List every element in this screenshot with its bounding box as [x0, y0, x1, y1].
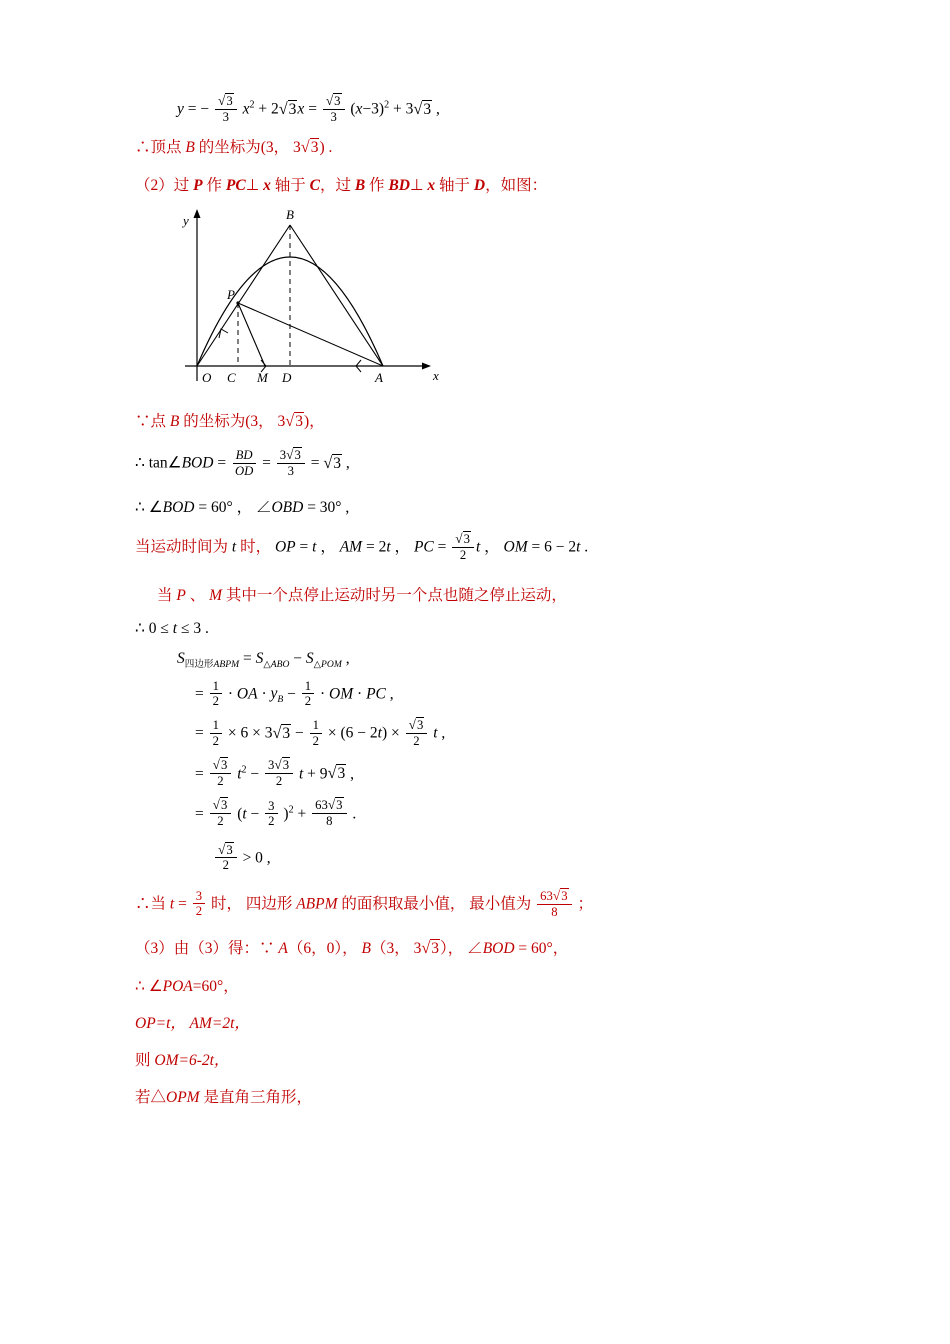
- equation-angles: ∴ ∠BOD = 60° ， ∠OBD = 30° ,: [135, 499, 350, 517]
- area-step-3: = $\frac{√3}{2}$ $t^2$ − $\frac{3√3}{2}$ t + 9√3 ,: [195, 757, 354, 789]
- step3-intro: （3）由（3）得：∵ A（6，0）， B（3， 3√3）， ∠BOD = 60°，: [135, 939, 569, 958]
- area-step-4: = $\frac{√3}{2}$ (t − $\frac{3}{2}$ )$^2$ + $\frac{63√3}{8}$ .: [195, 797, 357, 829]
- svg-text:B: B: [286, 206, 294, 222]
- svg-text:A: A: [375, 369, 383, 385]
- om-line: 则 OM=6-2t，: [135, 1052, 230, 1070]
- svg-text:C: C: [227, 369, 236, 385]
- area-step-1: = $\frac{1}{2}$ · OA · $y_B$ − $\frac{1}{2}$ · OM · PC ,: [195, 678, 394, 708]
- svg-text:x: x: [433, 367, 439, 383]
- area-step-2: = $\frac{1}{2}$ × 6 × 3√3 − $\frac{1}{2}$ × (6 − 2t) × $\frac{√3}{2}$ t ,: [195, 717, 446, 749]
- minimum-conclusion: ∴当 t = $\frac{3}{2}$ 时， 四边形 ABPM 的面积取最小值， 最小值为 $\frac{63√3}{8}$ ；: [135, 887, 593, 919]
- op-am-line: OP=t， AM=2t，: [135, 1014, 250, 1032]
- svg-text:D: D: [282, 369, 292, 385]
- area-definition: $S_{四边形ABPM} = S_{\triangle ABO} - S_{\triangle POM}$ ,: [177, 649, 350, 670]
- t-range: ∴ 0 ≤ t ≤ 3 .: [135, 619, 209, 637]
- equation-tan-bod: ∴ tan∠BOD = $\frac{BD}{OD}$ = $\frac{3√3}{3}$ = √3 ,: [135, 446, 350, 478]
- right-triangle-line: 若△OPM 是直角三角形，: [135, 1089, 312, 1107]
- svg-text:M: M: [257, 369, 268, 385]
- svg-text:O: O: [202, 369, 212, 385]
- equation-vertex-form: y = − $\frac{√3}{3}$ $x^2 + 2√3x$ = $\frac{√3}{3}$ $(x-3)^2 + 3√3$ ,: [177, 92, 440, 124]
- angle-poa: ∴ ∠POA=60°，: [135, 977, 239, 995]
- svg-text:y: y: [183, 212, 189, 228]
- coefficient-positive: $\frac{√3}{2}$ > 0 ,: [135, 844, 820, 874]
- parabola-figure: [175, 203, 505, 393]
- point-b-coordinate: ∵点 B 的坐标为(3， 3√3)，: [135, 411, 325, 430]
- svg-text:P: P: [227, 286, 235, 302]
- motion-time-line: 当运动时间为 t 时， OP = t ， AM = 2t ， PC = $\frac{√3}{2}$ t ， OM = 6 − 2t .: [135, 531, 589, 563]
- vertex-conclusion: ∴顶点 B 的坐标为(3， 3√3) .: [135, 138, 333, 157]
- step2-intro: （2）过 P 作 PC⊥ x 轴于 C，过 B 作 BD⊥ x 轴于 D，如图：: [135, 176, 548, 194]
- stop-note: 当 P 、 M 其中一个点停止运动时另一个点也随之停止运动，: [157, 586, 567, 604]
